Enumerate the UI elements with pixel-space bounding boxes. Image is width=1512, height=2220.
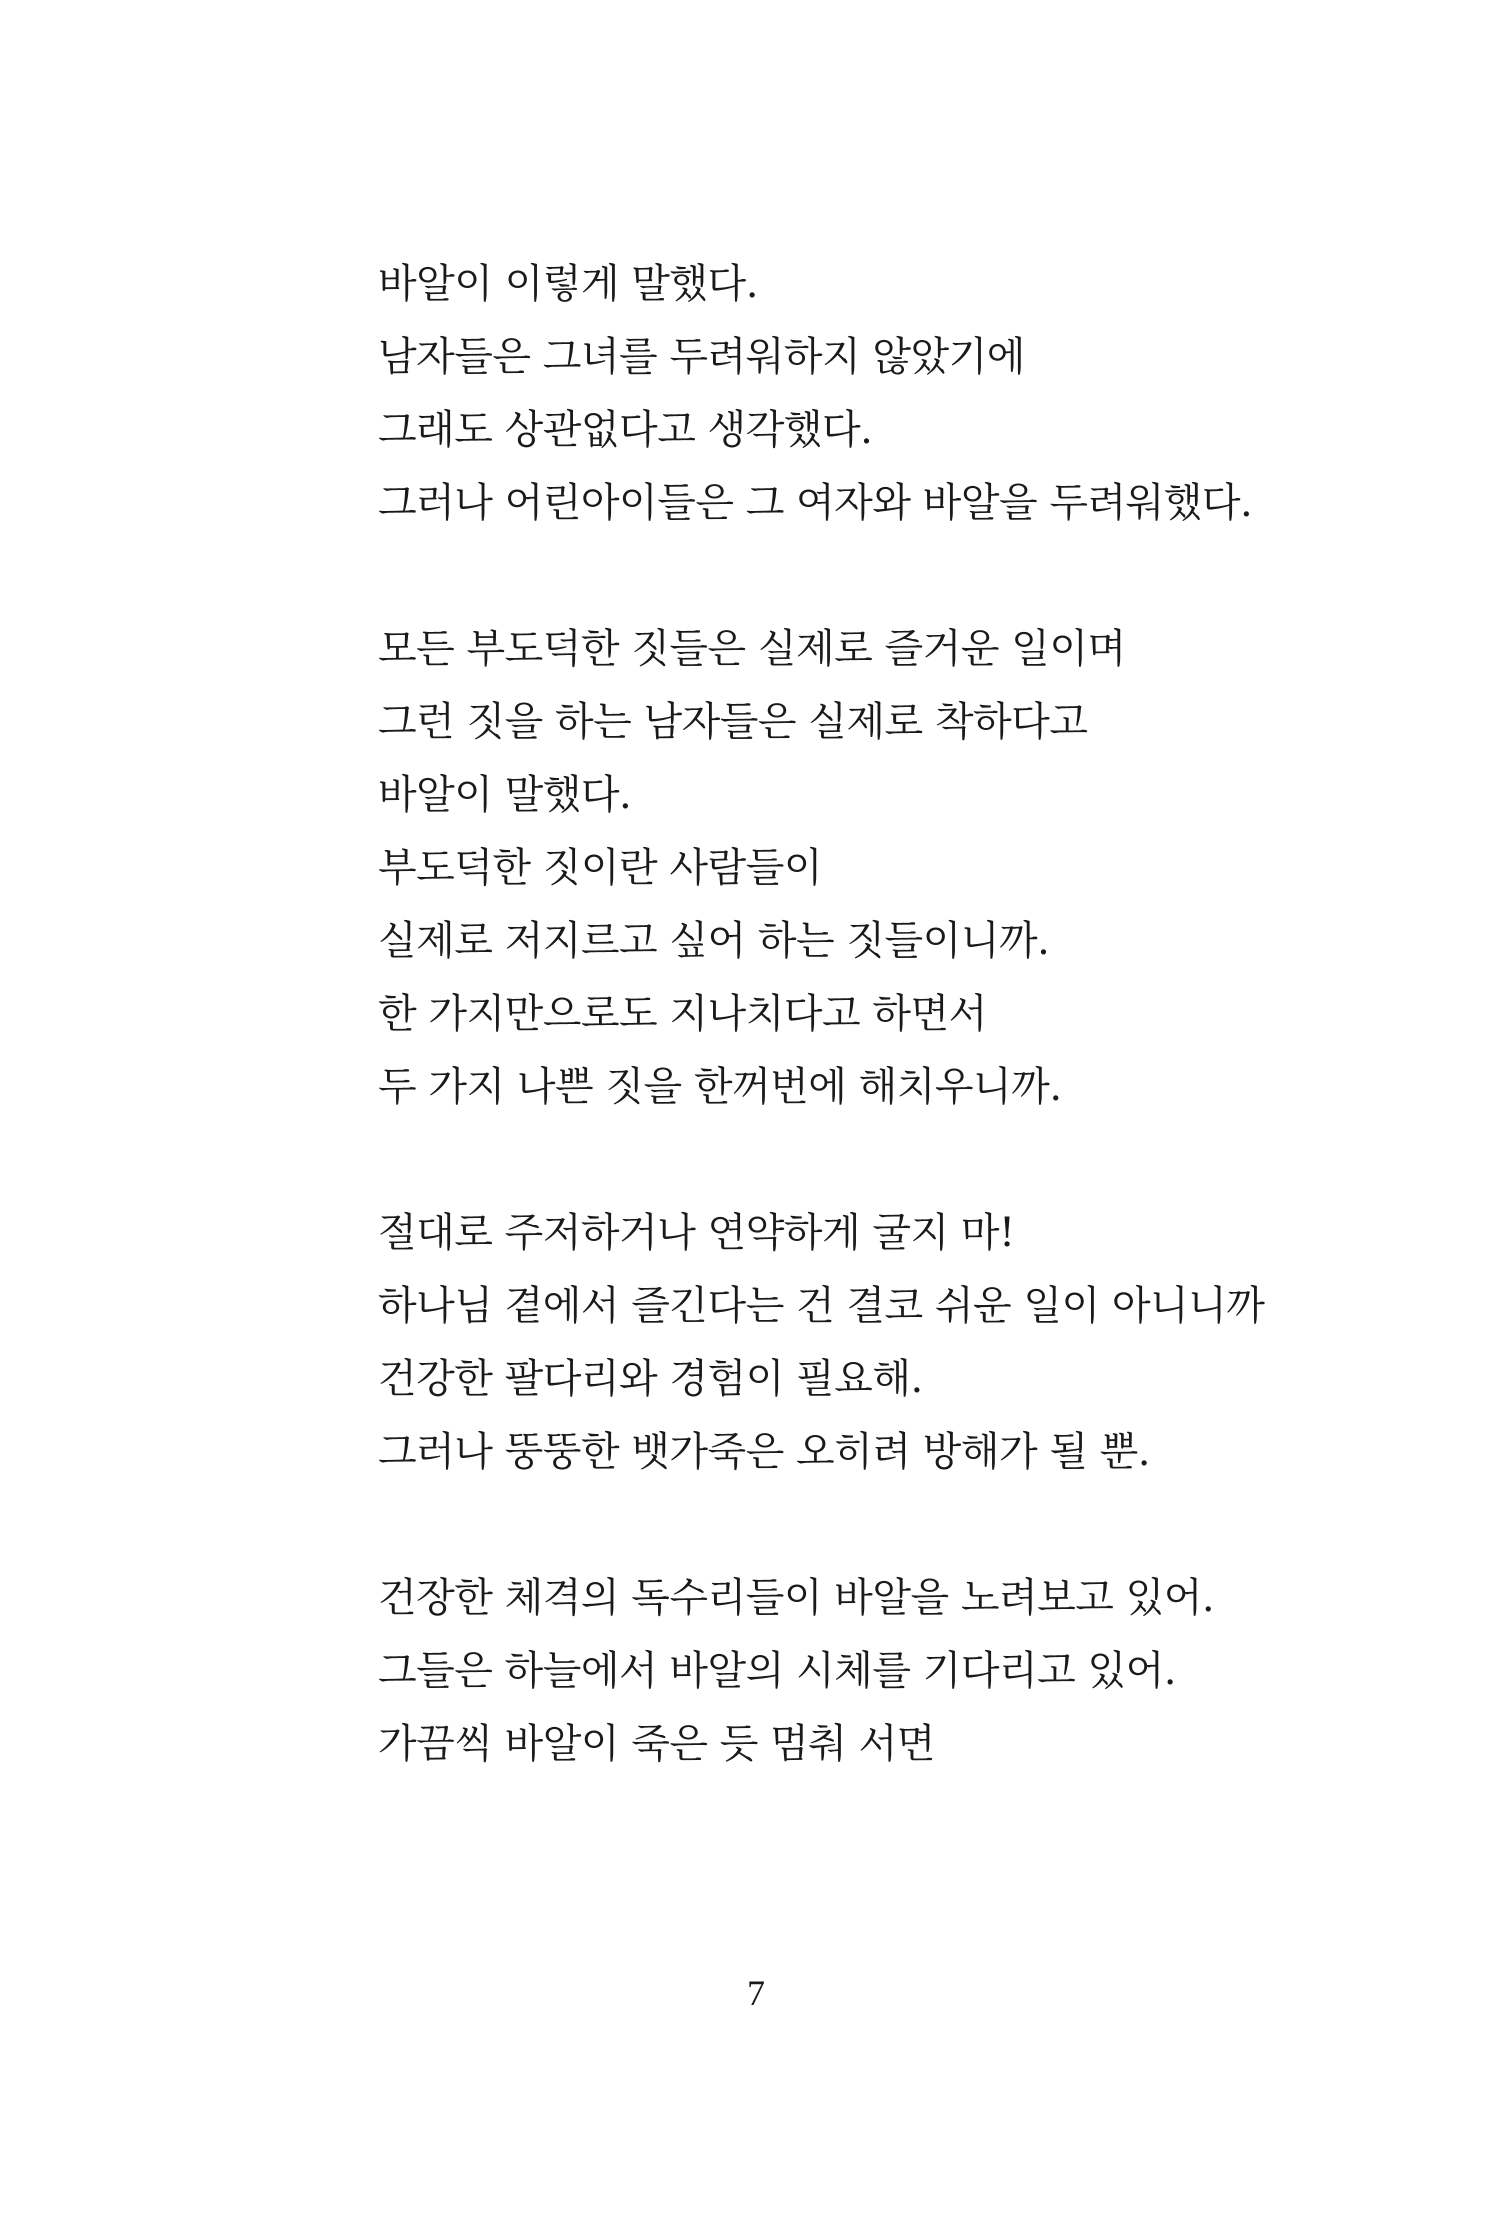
poem-line: 그들은 하늘에서 바알의 시체를 기다리고 있어. (378, 1648, 1176, 1694)
poem-line: 실제로 저지르고 싶어 하는 짓들이니까. (378, 918, 1050, 964)
stanza-3 (378, 1197, 1378, 1489)
poem-line: 그래도 상관없다고 생각했다. (378, 407, 873, 453)
page-number: 7 (747, 1973, 765, 2013)
poem-line: 그러나 뚱뚱한 뱃가죽은 오히려 방해가 될 뿐. (378, 1429, 1151, 1475)
poem-line: 바알이 말했다. (378, 772, 632, 818)
poem-line: 건장한 체격의 독수리들이 바알을 노려보고 있어. (378, 1575, 1215, 1621)
stanza-4 (378, 1562, 1378, 1781)
poem-body (378, 248, 1378, 1854)
poem-line: 절대로 주저하거나 연약하게 굴지 마! (378, 1210, 1015, 1256)
poem-line: 건강한 팔다리와 경험이 필요해. (378, 1356, 923, 1402)
poem-line: 가끔씩 바알이 죽은 듯 멈춰 서면 (378, 1721, 935, 1767)
stanza-1 (378, 248, 1378, 540)
poem-line: 그러나 어린아이들은 그 여자와 바알을 두려워했다. (378, 480, 1253, 526)
poem-line: 모든 부도덕한 짓들은 실제로 즐거운 일이며 (378, 626, 1126, 672)
poem-line: 남자들은 그녀를 두려워하지 않았기에 (378, 334, 1025, 380)
poem-line: 한 가지만으로도 지나치다고 하면서 (378, 991, 987, 1037)
poem-line: 그런 짓을 하는 남자들은 실제로 착하다고 (378, 699, 1088, 745)
poem-line: 바알이 이렇게 말했다. (378, 261, 758, 307)
poem-line: 하나님 곁에서 즐긴다는 건 결코 쉬운 일이 아니니까 (378, 1283, 1265, 1329)
poem-line: 부도덕한 짓이란 사람들이 (378, 845, 822, 891)
stanza-2 (378, 613, 1378, 1124)
poem-line: 두 가지 나쁜 짓을 한꺼번에 해치우니까. (378, 1064, 1062, 1110)
